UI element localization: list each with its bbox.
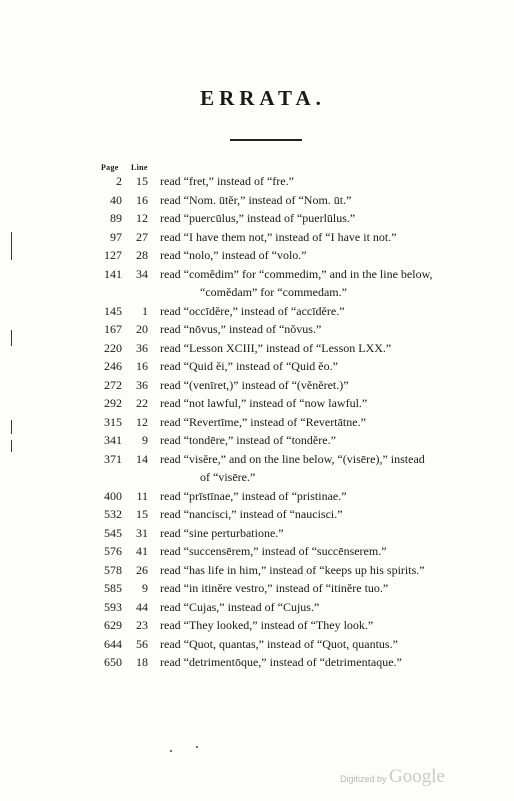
- page-number: 246: [104, 359, 122, 373]
- line-number: 16: [136, 192, 148, 207]
- correction-text: read “visĕre,” and on the line below, “(visēre),” instead: [160, 451, 425, 466]
- page-number: 292: [104, 396, 122, 410]
- correction-text: read “nancisci,” instead of “naucisci.”: [160, 507, 343, 521]
- line-number: 14: [136, 451, 148, 466]
- page-title: ERRATA.: [200, 86, 326, 110]
- errata-row: [0, 413, 514, 432]
- line-number: 41: [136, 544, 148, 558]
- page-number: 341: [104, 433, 122, 447]
- errata-row: [0, 450, 514, 487]
- speck: [170, 750, 172, 752]
- margin-mark: [11, 420, 12, 434]
- line-number: 12: [136, 211, 148, 225]
- line-number: 44: [136, 599, 148, 614]
- correction-text: read “detrimentōque,” instead of “detrimentaque.”: [160, 655, 402, 669]
- errata-row: [0, 635, 514, 654]
- page-number: 371: [104, 451, 122, 466]
- page-number: 650: [104, 655, 122, 669]
- errata-row: [0, 302, 514, 321]
- errata-row: [0, 376, 514, 395]
- line-number: 23: [136, 618, 148, 632]
- page-number: 576: [104, 544, 122, 558]
- line-number: 26: [136, 562, 148, 577]
- page-number: 2: [116, 174, 122, 188]
- errata-list: [0, 172, 514, 672]
- errata-row: [0, 431, 514, 450]
- errata-row: [0, 357, 514, 376]
- correction-text: read “Nom. ūtĕr,” instead of “Nom. ūt.”: [160, 192, 352, 207]
- correction-text: read “puercūlus,” instead of “puerlūlus.”: [160, 211, 356, 225]
- errata-row: [0, 561, 514, 580]
- correction-text: read “Lesson XCIII,” instead of “Lesson LXX.”: [160, 340, 392, 355]
- correction-text: read “fret,” instead of “fre.”: [160, 174, 294, 188]
- line-number: 15: [136, 174, 148, 188]
- page-number: 127: [104, 248, 122, 262]
- page-number: 545: [104, 525, 122, 540]
- errata-row: [0, 524, 514, 543]
- line-number: 11: [136, 488, 148, 503]
- correction-text: read “occīdĕre,” instead of “accīdĕre.”: [160, 303, 345, 318]
- line-number: 12: [136, 414, 148, 429]
- line-number: 27: [136, 229, 148, 244]
- correction-text: read “has life in him,” instead of “keeps up his spirits.”: [160, 562, 425, 577]
- correction-text: read “(venīret,)” instead of “(vĕnĕret.)”: [160, 377, 349, 392]
- correction-text: read “not lawful,” instead of “now lawful.”: [160, 396, 368, 410]
- line-number: 18: [136, 655, 148, 669]
- errata-row: [0, 172, 514, 191]
- page-number: 145: [104, 303, 122, 318]
- margin-mark: [11, 440, 12, 452]
- correction-text: read “succensērem,” instead of “succēnserem.”: [160, 544, 387, 558]
- errata-row: [0, 579, 514, 598]
- page-number: 220: [104, 340, 122, 355]
- correction-text: read “nolo,” instead of “volo.”: [160, 248, 307, 262]
- speck: [196, 746, 198, 748]
- errata-row: [0, 339, 514, 358]
- correction-continuation: of “visēre.”: [200, 470, 256, 484]
- errata-row: [0, 487, 514, 506]
- line-number: 9: [142, 433, 148, 447]
- errata-row: [0, 209, 514, 228]
- correction-text: read “Quid ĕi,” instead of “Quid ĕo.”: [160, 359, 338, 373]
- watermark-brand: Google: [389, 766, 445, 787]
- correction-text: read “Quot, quantas,” instead of “Quot, quantus.”: [160, 636, 398, 651]
- errata-row: [0, 542, 514, 561]
- errata-row: [0, 653, 514, 672]
- correction-text: read “sine perturbatione.”: [160, 525, 284, 540]
- line-number: 56: [136, 636, 148, 651]
- line-number: 15: [136, 507, 148, 521]
- errata-row: [0, 246, 514, 265]
- page-number: 97: [110, 229, 122, 244]
- column-header-line: Line: [131, 163, 148, 172]
- column-header-page: Page: [101, 163, 119, 172]
- errata-row: [0, 598, 514, 617]
- line-number: 28: [136, 248, 148, 262]
- errata-row: [0, 505, 514, 524]
- line-number: 20: [136, 322, 148, 336]
- watermark: [340, 766, 445, 788]
- line-number: 36: [136, 377, 148, 392]
- page-number: 532: [104, 507, 122, 521]
- correction-text: read “They looked,” instead of “They look.”: [160, 618, 374, 632]
- correction-text: read “tondēre,” instead of “tondĕre.”: [160, 433, 336, 447]
- correction-text: read “in itinĕre vestro,” instead of “itinĕre tuo.”: [160, 581, 389, 595]
- line-number: 1: [142, 303, 148, 318]
- line-number: 31: [136, 525, 148, 540]
- errata-row: [0, 191, 514, 210]
- page-number: 400: [104, 488, 122, 503]
- page-number: 629: [104, 618, 122, 632]
- margin-mark: [11, 330, 12, 346]
- line-number: 9: [142, 581, 148, 595]
- line-number: 36: [136, 340, 148, 355]
- line-number: 16: [136, 359, 148, 373]
- page-number: 585: [104, 581, 122, 595]
- line-number: 34: [136, 266, 148, 281]
- page-number: 644: [104, 636, 122, 651]
- watermark-prefix: Digitized by: [340, 774, 387, 784]
- page-number: 141: [104, 266, 122, 281]
- correction-text: read “comĕdim” for “commedim,” and in the line below,: [160, 266, 433, 281]
- correction-text: read “I have them not,” instead of “I have it not.”: [160, 229, 397, 244]
- margin-mark: [11, 232, 12, 260]
- page-number: 593: [104, 599, 122, 614]
- correction-text: read “nōvus,” instead of “nŏvus.”: [160, 322, 322, 336]
- errata-row: [0, 616, 514, 635]
- correction-text: read “Cujas,” instead of “Cujus.”: [160, 599, 320, 614]
- errata-row: [0, 265, 514, 302]
- errata-row: [0, 394, 514, 413]
- correction-continuation: “comĕdam” for “commedam.”: [200, 285, 347, 299]
- page-number: 578: [104, 562, 122, 577]
- page-number: 315: [104, 414, 122, 429]
- title-rule: [230, 139, 302, 141]
- page-number: 40: [110, 192, 122, 207]
- errata-row: [0, 228, 514, 247]
- correction-text: read “prīstīnae,” instead of “pristinae.”: [160, 488, 347, 503]
- page-number: 167: [104, 322, 122, 336]
- page-number: 272: [104, 377, 122, 392]
- line-number: 22: [136, 396, 148, 410]
- page-number: 89: [110, 211, 122, 225]
- correction-text: read “Revertīme,” instead of “Revertātne.”: [160, 414, 366, 429]
- errata-row: [0, 320, 514, 339]
